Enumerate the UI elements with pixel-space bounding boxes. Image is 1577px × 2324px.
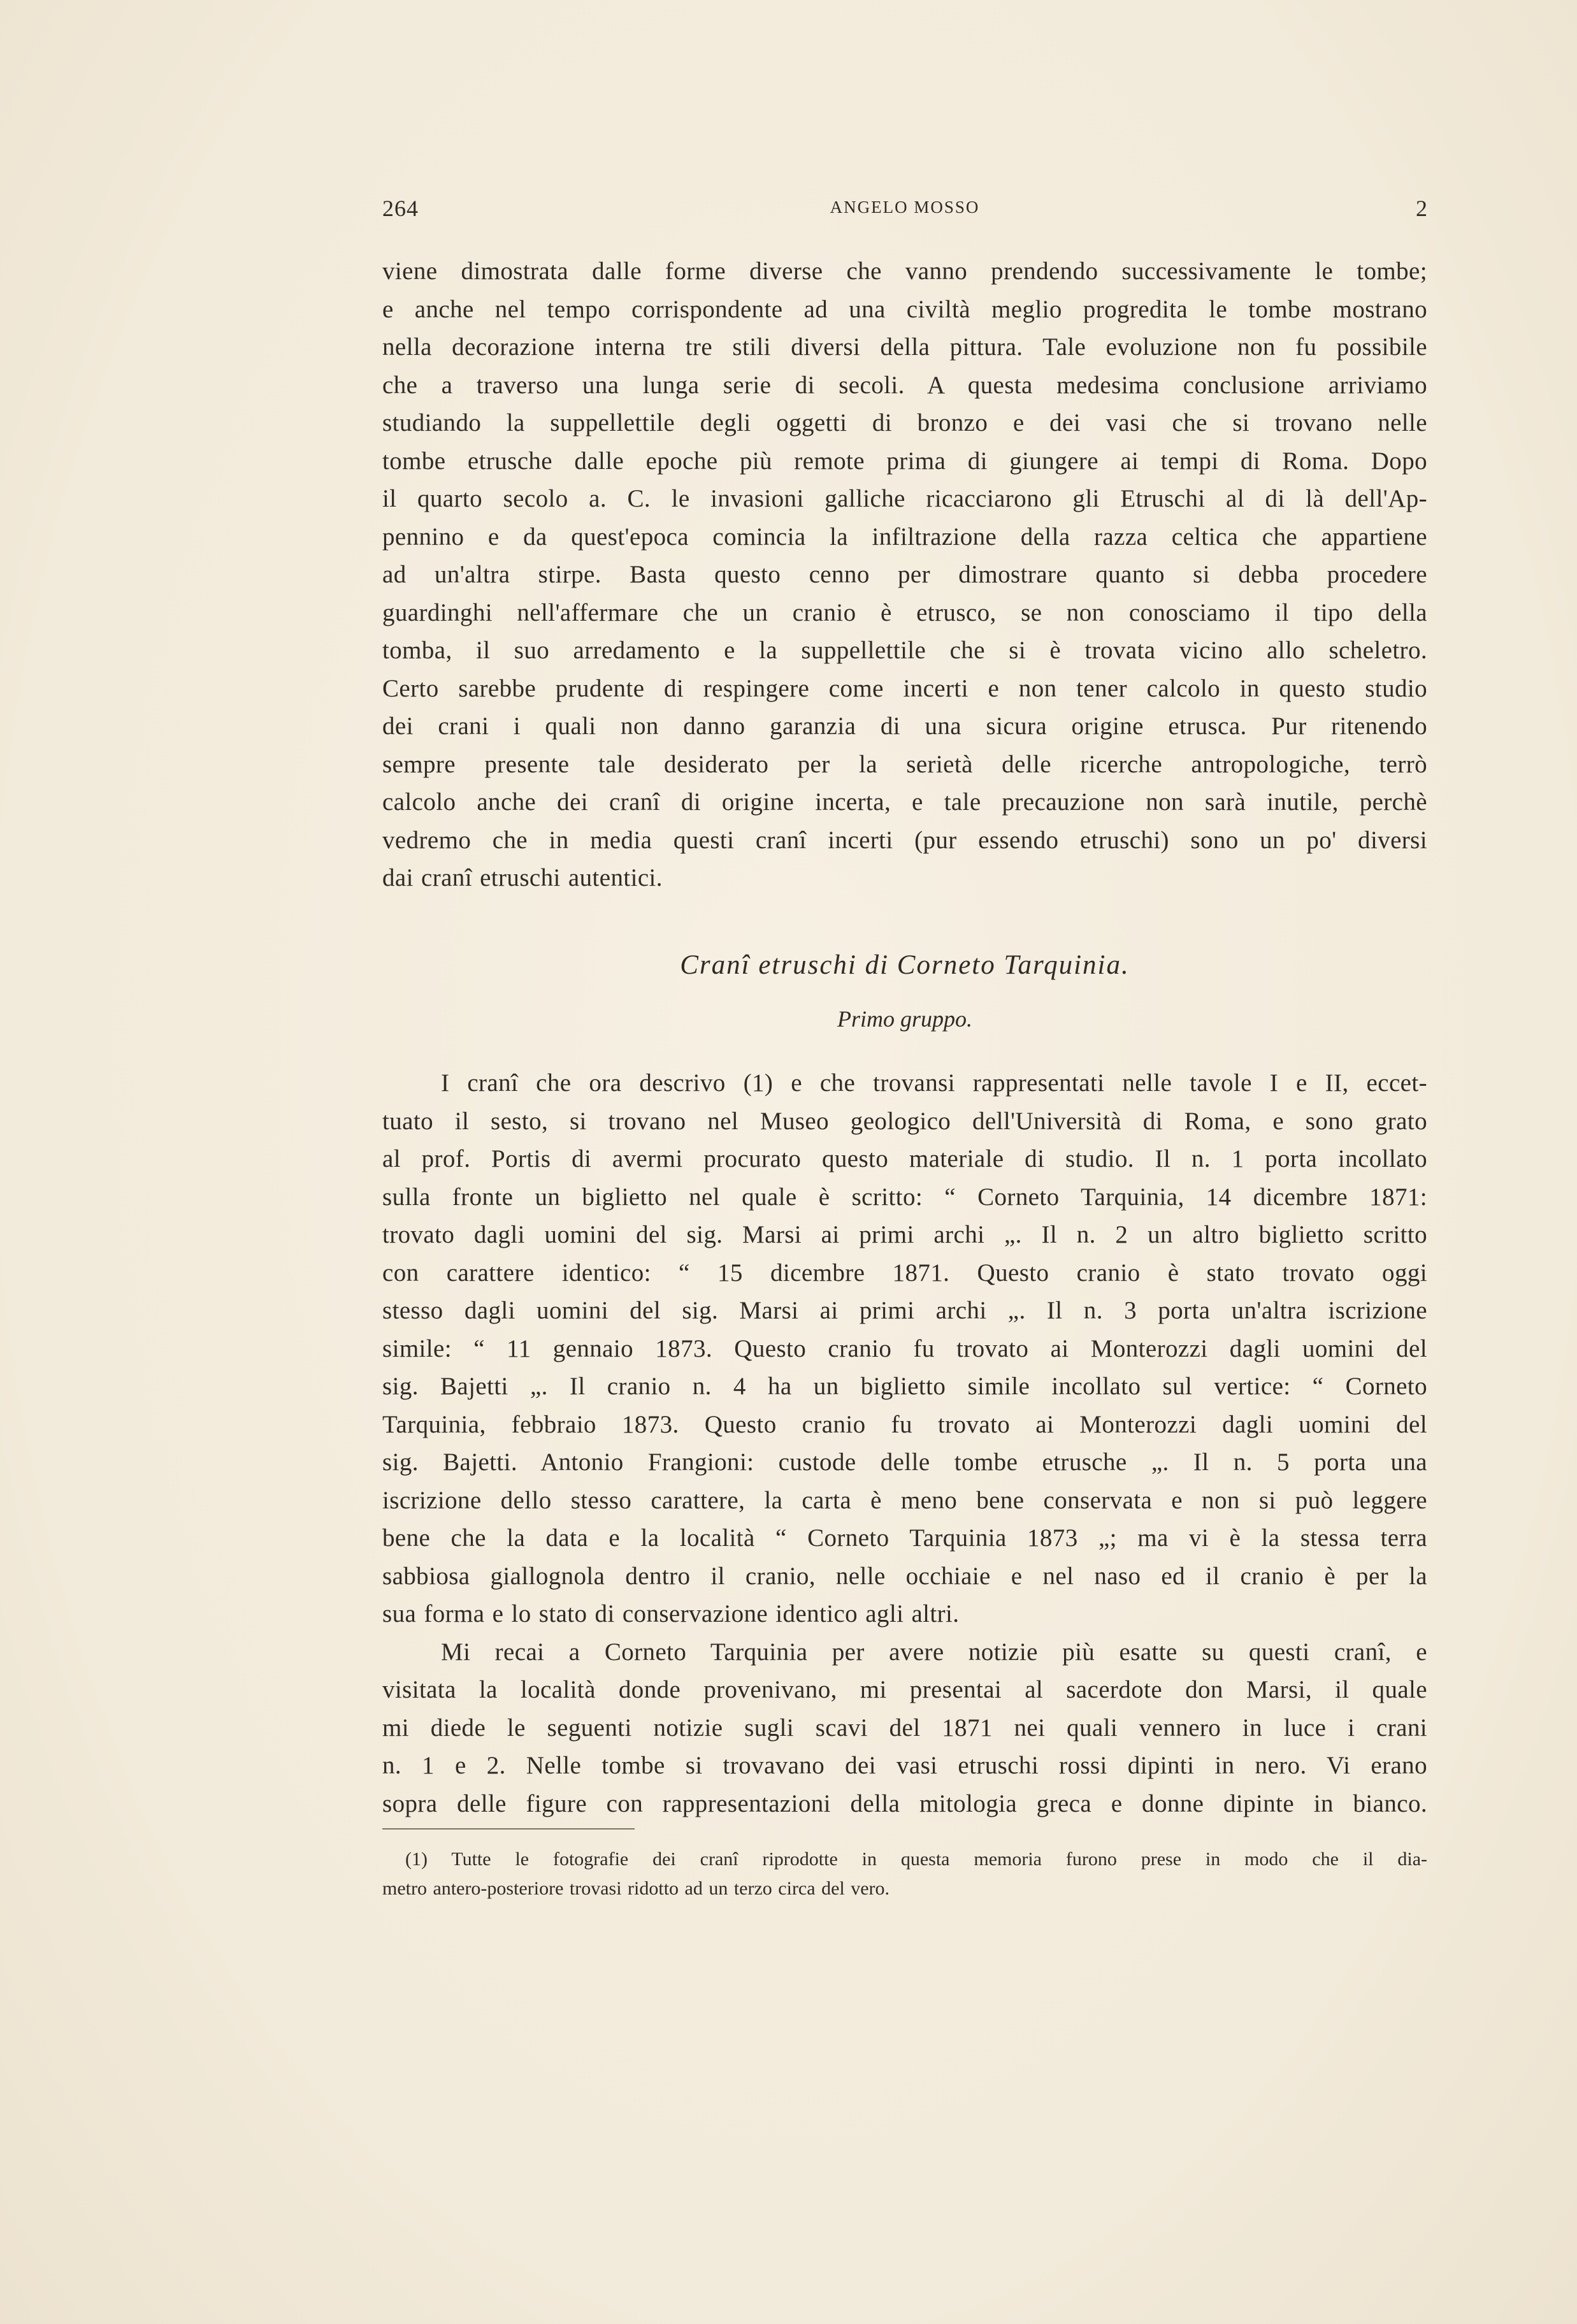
text-line: Mi recai a Corneto Tarquinia per avere notizie più esatte su questi cranî, e	[441, 1638, 1427, 1666]
footnote-divider	[382, 1828, 635, 1830]
text-line: stesso dagli uomini del sig. Marsi ai primi archi „. Il n. 3 porta un'altra iscrizione	[382, 1297, 1427, 1324]
text-line: iscrizione dello stesso carattere, la carta è meno bene conservata e non si può leggere	[382, 1486, 1427, 1514]
footnote-line: (1) Tutte le fotografie dei cranî riprodotte in questa memoria furono prese in modo che il dia-	[405, 1849, 1427, 1870]
text-line: calcolo anche dei cranî di origine incerta, e tale precauzione non sarà inutile, perchè	[382, 788, 1427, 816]
text-line: al prof. Portis di avermi procurato questo materiale di studio. Il n. 1 porta incollato	[382, 1145, 1427, 1173]
text-line: Certo sarebbe prudente di respingere come incerti e non tener calcolo in questo studio	[382, 674, 1427, 702]
text-line: sabbiosa giallognola dentro il cranio, nelle occhiaie e nel naso ed il cranio è per la	[382, 1562, 1427, 1590]
text-line: Tarquinia, febbraio 1873. Questo cranio fu trovato ai Monterozzi dagli uomini del	[382, 1410, 1427, 1438]
text-line: vedremo che in media questi cranî incerti (pur essendo etruschi) sono un po' diversi	[382, 826, 1427, 854]
paragraph-intro	[382, 252, 1427, 897]
section-number: 2	[1416, 196, 1427, 221]
text-line: e anche nel tempo corrispondente ad una civiltà meglio progredita le tombe mostrano	[382, 295, 1427, 323]
text-line: viene dimostrata dalle forme diverse che vanno prendendo successivamente le tombe;	[382, 257, 1427, 285]
text-line: studiando la suppellettile degli oggetti di bronzo e dei vasi che si trovano nelle	[382, 409, 1427, 437]
text-line: sulla fronte un biglietto nel quale è scritto: “ Corneto Tarquinia, 14 dicembre 1871:	[382, 1183, 1427, 1211]
text-line: con carattere identico: “ 15 dicembre 1871. Questo cranio è stato trovato oggi	[382, 1259, 1427, 1287]
page-header	[382, 195, 1427, 233]
text-line: che a traverso una lunga serie di secoli. A questa medesima conclusione arriviamo	[382, 371, 1427, 399]
text-line: I cranî che ora descrivo (1) e che trovansi rappresentati nelle tavole I e II, eccet-	[441, 1069, 1427, 1097]
paragraph-crania	[382, 1064, 1427, 1822]
text-line: ad un'altra stirpe. Basta questo cenno per dimostrare quanto si debba procedere	[382, 561, 1427, 588]
text-line: visitata la località donde provenivano, mi presentai al sacerdote don Marsi, il quale	[382, 1676, 1427, 1703]
text-line: pennino e da quest'epoca comincia la infiltrazione della razza celtica che appartiene	[382, 523, 1427, 551]
text-line: nella decorazione interna tre stili diversi della pittura. Tale evoluzione non fu possibile	[382, 333, 1427, 361]
text-line: mi diede le seguenti notizie sugli scavi del 1871 nei quali vennero in luce i crani	[382, 1714, 1427, 1742]
section-subtitle: Primo gruppo.	[837, 1006, 972, 1032]
text-line: bene che la data e la località “ Corneto Tarquinia 1873 „; ma vi è la stessa terra	[382, 1524, 1427, 1552]
text-line: guardinghi nell'affermare che un cranio è etrusco, se non conosciamo il tipo della	[382, 598, 1427, 626]
text-line: n. 1 e 2. Nelle tombe si trovavano dei vasi etruschi rossi dipinti in nero. Vi erano	[382, 1752, 1427, 1779]
running-title: ANGELO MOSSO	[830, 198, 980, 217]
text-line: tombe etrusche dalle epoche più remote prima di giungere ai tempi di Roma. Dopo	[382, 447, 1427, 475]
text-line: sig. Bajetti. Antonio Frangioni: custode delle tombe etrusche „. Il n. 5 porta una	[382, 1448, 1427, 1476]
text-line: tomba, il suo arredamento e la suppellettile che si è trovata vicino allo scheletro.	[382, 637, 1427, 664]
text-line: sig. Bajetti „. Il cranio n. 4 ha un biglietto simile incollato sul vertice: “ Corneto	[382, 1373, 1427, 1400]
page-number: 264	[382, 196, 419, 221]
text-line: sua forma e lo stato di conservazione identico agli altri.	[382, 1600, 960, 1628]
text-line: sempre presente tale desiderato per la serietà delle ricerche antropologiche, terrò	[382, 750, 1427, 778]
section-title: Cranî etruschi di Corneto Tarquinia.	[680, 950, 1130, 980]
text-line: trovato dagli uomini del sig. Marsi ai primi archi „. Il n. 2 un altro biglietto scritto	[382, 1221, 1427, 1248]
footnote	[382, 1845, 1427, 1903]
text-line: dai cranî etruschi autentici.	[382, 864, 663, 891]
text-line: simile: “ 11 gennaio 1873. Questo cranio fu trovato ai Monterozzi dagli uomini del	[382, 1334, 1427, 1362]
text-line: sopra delle figure con rappresentazioni della mitologia greca e donne dipinte in bianco.	[382, 1789, 1427, 1817]
text-line: tuato il sesto, si trovano nel Museo geologico dell'Università di Roma, e sono grato	[382, 1107, 1427, 1135]
footnote-line: metro antero-posteriore trovasi ridotto ad un terzo circa del vero.	[382, 1878, 890, 1899]
text-line: il quarto secolo a. C. le invasioni galliche ricacciarono gli Etruschi al di là dell'Ap-	[382, 485, 1427, 512]
text-line: dei crani i quali non danno garanzia di una sicura origine etrusca. Pur ritenendo	[382, 712, 1427, 740]
